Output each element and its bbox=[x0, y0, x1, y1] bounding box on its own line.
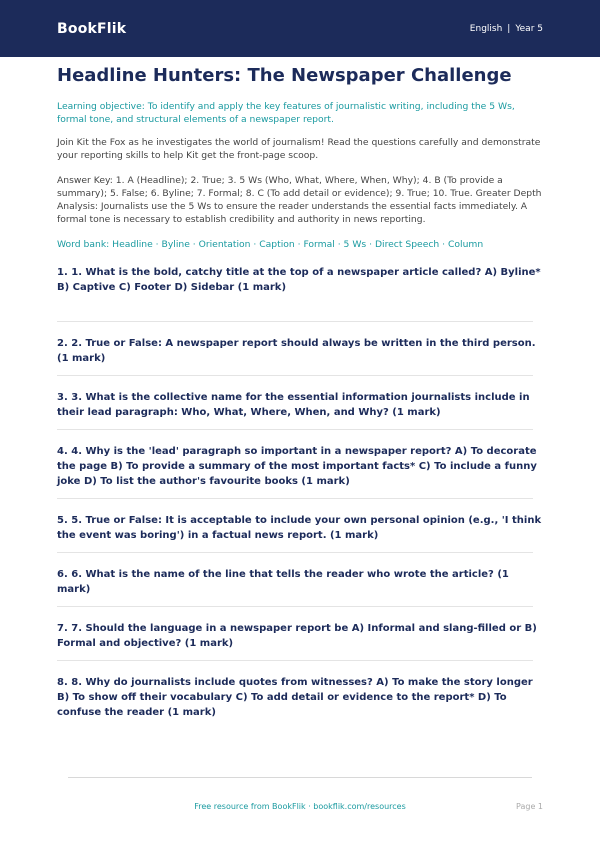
footer-link[interactable]: Free resource from BookFlik · bookflik.com/resources bbox=[194, 802, 406, 811]
question-text: 1. 1. What is the bold, catchy title at the top of a newspaper article called? A) Byline* B) Captive C) Footer D) Sidebar (1 mark) bbox=[57, 267, 541, 293]
page-number: Page 1 bbox=[516, 802, 543, 811]
page-header bbox=[0, 0, 600, 57]
intro-paragraph: Join Kit the Fox as he investigates the world of journalism! Read the questions carefully and demonstrate your reporting skills to help Kit get the front-page scoop. bbox=[57, 137, 541, 161]
footer-divider bbox=[68, 777, 532, 778]
answer-key: Answer Key: 1. A (Headline); 2. True; 3. 5 Ws (Who, What, Where, When, Why); 4. B (To provide a summary); 5. False; 6. Byline; 7. Formal; 8. C (To add detail or evidence); 9. True; 10. True. Greater Depth Analysis: Journalists use the 5 Ws to ensure the reader understands the essential facts immediately. A formal tone is necessary to establish credibility and authority in news reporting. bbox=[57, 175, 542, 225]
subject-label: English bbox=[469, 23, 503, 34]
question-text: 8. 8. Why do journalists include quotes from witnesses? A) To make the story longer B) To show off their vocabulary C) To add detail or evidence to the report* D) To confuse the reader (1 mark) bbox=[57, 677, 533, 718]
question-text: 5. 5. True or False: It is acceptable to include your own personal opinion (e.g., 'I think the event was boring') in a factual news report. (1 mark) bbox=[57, 515, 542, 541]
answer-space[interactable] bbox=[57, 420, 533, 430]
meta-separator: | bbox=[507, 23, 511, 34]
answer-space[interactable] bbox=[57, 597, 533, 607]
worksheet-body bbox=[57, 64, 545, 720]
question-item bbox=[57, 390, 545, 430]
answer-space[interactable] bbox=[57, 366, 533, 376]
answer-space[interactable] bbox=[57, 651, 533, 661]
question-item bbox=[57, 621, 545, 661]
subject-year-label bbox=[470, 24, 543, 34]
question-item bbox=[57, 336, 545, 376]
question-text: 2. 2. True or False: A newspaper report should always be written in the third person. (1 mark) bbox=[57, 338, 536, 364]
question-item bbox=[57, 567, 545, 607]
question-text: 6. 6. What is the name of the line that tells the reader who wrote the article? (1 mark) bbox=[57, 569, 509, 595]
question-item bbox=[57, 675, 545, 720]
worksheet-title: Headline Hunters: The Newspaper Challenge bbox=[57, 65, 512, 86]
question-item bbox=[57, 444, 545, 499]
question-text: 7. 7. Should the language in a newspaper report be A) Informal and slang-filled or B) Formal and objective? (1 mark) bbox=[57, 623, 537, 649]
learning-objective: Learning objective: To identify and apply the key features of journalistic writing, including the 5 Ws, formal tone, and structural elements of a newspaper report. bbox=[57, 101, 515, 125]
brand-logo[interactable]: BookFlik bbox=[57, 20, 127, 37]
word-bank: Word bank: Headline · Byline · Orientation · Caption · Formal · 5 Ws · Direct Speech · Column bbox=[57, 239, 484, 250]
question-list bbox=[57, 265, 545, 720]
question-text: 3. 3. What is the collective name for the essential information journalists include in their lead paragraph: Who, What, Where, When, and Why? (1 mark) bbox=[57, 392, 530, 418]
question-item bbox=[57, 513, 545, 553]
answer-space[interactable] bbox=[57, 295, 533, 322]
answer-space[interactable] bbox=[57, 489, 533, 499]
answer-space[interactable] bbox=[57, 543, 533, 553]
question-text: 4. 4. Why is the 'lead' paragraph so important in a newspaper report? A) To decorate the page B) To provide a summary of the most important facts* C) To include a funny joke D) To list the author's favourite books (1 mark) bbox=[57, 446, 537, 487]
year-label: Year 5 bbox=[515, 23, 543, 34]
question-item bbox=[57, 265, 545, 322]
